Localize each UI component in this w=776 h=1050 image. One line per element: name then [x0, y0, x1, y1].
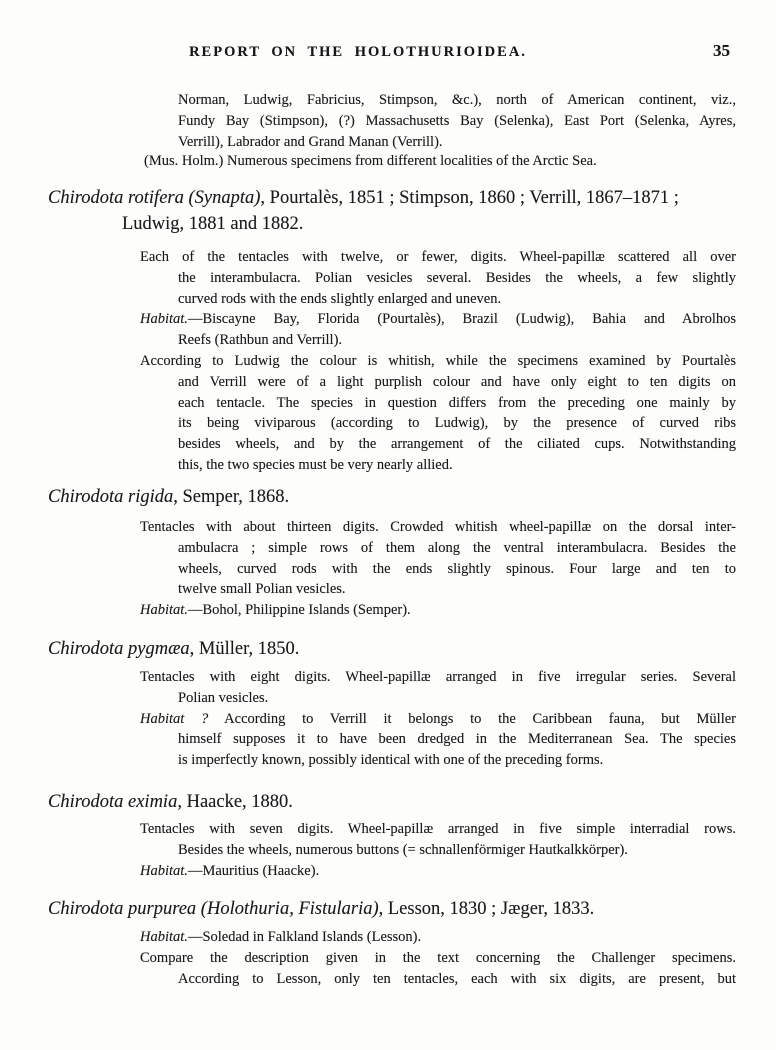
heading-line	[48, 185, 740, 211]
species-authority: , Pourtalès, 1851 ; Stimpson, 1860 ; Verrill, 1867–1871 ;	[260, 188, 679, 208]
habitat-label: Habitat.	[140, 929, 188, 945]
text-line: (Mus. Holm.) Numerous specimens from different localities of the Arctic Sea.	[144, 153, 597, 169]
species-authority: , Lesson, 1830 ; Jæger, 1833.	[378, 899, 595, 919]
mus-holm-note	[144, 151, 736, 172]
text-line: himself supposes it to have been dredged in the Mediterranean Sea. The species	[178, 731, 736, 748]
text-line: Besides the wheels, numerous buttons (= schnallenförmiger Hautkalkkörper).	[178, 841, 628, 858]
text-line: Reefs (Rathbun and Verrill).	[178, 332, 343, 349]
line-text: —Soledad in Falkland Islands (Lesson).	[187, 929, 422, 945]
species-body-purpurea	[140, 927, 736, 989]
page-number: 35	[713, 41, 730, 60]
line-text: —Bohol, Philippine Islands (Semper).	[187, 602, 411, 619]
text-line: its being viviparous (according to Ludwig), by the presence of curved ribs	[178, 415, 736, 432]
text-line: besides wheels, and by the arrangement of the ciliated cups. Notwithstanding	[178, 436, 736, 453]
text-line: According to Ludwig the colour is whitish, while the specimens examined by Pourtalès	[140, 352, 736, 369]
text-line: Compare the description given in the text concerning the Challenger specimens.	[140, 949, 736, 966]
line-text: —Biscayne Bay, Florida (Pourtalès), Brazil (Ludwig), Bahia and Abrolhos	[187, 311, 736, 328]
text-line: and Verrill were of a light purplish colour and have only eight to ten digits on	[178, 373, 736, 390]
text-line: each tentacle. The species in question differs from the preceding one mainly by	[178, 394, 736, 411]
species-heading-eximia	[48, 789, 740, 815]
heading-line: Ludwig, 1881 and 1882.	[122, 214, 304, 234]
species-heading-pygmaea	[48, 636, 740, 662]
heading-line	[48, 896, 740, 922]
species-name: Chirodota purpurea (Holothuria, Fistularia)	[48, 899, 379, 919]
heading-line	[48, 789, 740, 815]
species-body-eximia	[140, 819, 736, 881]
text-line: Polian vesicles.	[178, 689, 269, 706]
text-line: this, the two species must be very nearly allied.	[178, 456, 453, 473]
text-line	[140, 600, 736, 621]
text-line: Tentacles with seven digits. Wheel-papillæ arranged in five simple interradial rows.	[140, 821, 736, 837]
habitat-label: Habitat.	[140, 862, 188, 879]
text-line: Norman, Ludwig, Fabricius, Stimpson, &c.), north of American continent, viz.,	[178, 92, 736, 108]
species-heading-purpurea	[48, 896, 740, 922]
species-body-rotifera	[140, 247, 736, 476]
species-name: Chirodota eximia	[48, 792, 178, 812]
habitat-label: Habitat.	[140, 311, 188, 328]
species-heading-rigida	[48, 484, 740, 510]
line-text: According to Verrill it belongs to the Caribbean fauna, but Müller	[208, 710, 736, 727]
text-line: Tentacles with about thirteen digits. Crowded whitish wheel-papillæ on the dorsal inter-	[140, 519, 736, 535]
text-line	[140, 861, 736, 882]
species-heading-rotifera	[48, 185, 740, 237]
text-line: twelve small Polian vesicles.	[178, 581, 346, 598]
running-title: REPORT ON THE HOLOTHURIOIDEA.	[189, 44, 527, 60]
text-line: curved rods with the ends slightly enlarged and uneven.	[178, 290, 502, 307]
line-text: —Mauritius (Haacke).	[187, 862, 320, 879]
text-line	[140, 927, 736, 948]
intro-continuation-paragraph	[178, 90, 736, 152]
text-line	[140, 709, 736, 730]
species-authority: , Haacke, 1880.	[177, 792, 293, 812]
species-name: Chirodota pygmæa	[48, 639, 190, 659]
species-authority: , Semper, 1868.	[173, 487, 290, 507]
text-line: ambulacra ; simple rows of them along the ventral interambulacra. Besides the	[178, 539, 736, 556]
text-line: Fundy Bay (Stimpson), (?) Massachusetts Bay (Selenka), East Port (Selenka, Ayres,	[178, 112, 736, 129]
species-body-rigida	[140, 517, 736, 621]
text-line: Tentacles with eight digits. Wheel-papillæ arranged in five irregular series. Several	[140, 669, 736, 685]
heading-line	[48, 484, 740, 510]
heading-line	[48, 636, 740, 662]
habitat-label: Habitat ?	[140, 710, 209, 727]
text-line: is imperfectly known, possibly identical with one of the preceding forms.	[178, 752, 604, 769]
text-line: Verrill), Labrador and Grand Manan (Verrill).	[178, 133, 443, 150]
species-name: Chirodota rigida	[48, 487, 174, 507]
text-line: Each of the tentacles with twelve, or fewer, digits. Wheel-papillæ scattered all over	[140, 249, 736, 265]
species-authority: , Müller, 1850.	[189, 639, 300, 659]
text-line: wheels, curved rods with the ends slightly spinous. Four large and ten to	[178, 560, 736, 577]
text-line: According to Lesson, only ten tentacles, each with six digits, are present, but	[178, 970, 736, 987]
species-name: Chirodota rotifera (Synapta)	[48, 188, 261, 208]
habitat-label: Habitat.	[140, 602, 188, 619]
species-body-pygmaea	[140, 667, 736, 771]
text-line: the interambulacra. Polian vesicles several. Besides the wheels, a few slightly	[178, 269, 736, 286]
text-line	[140, 309, 736, 330]
